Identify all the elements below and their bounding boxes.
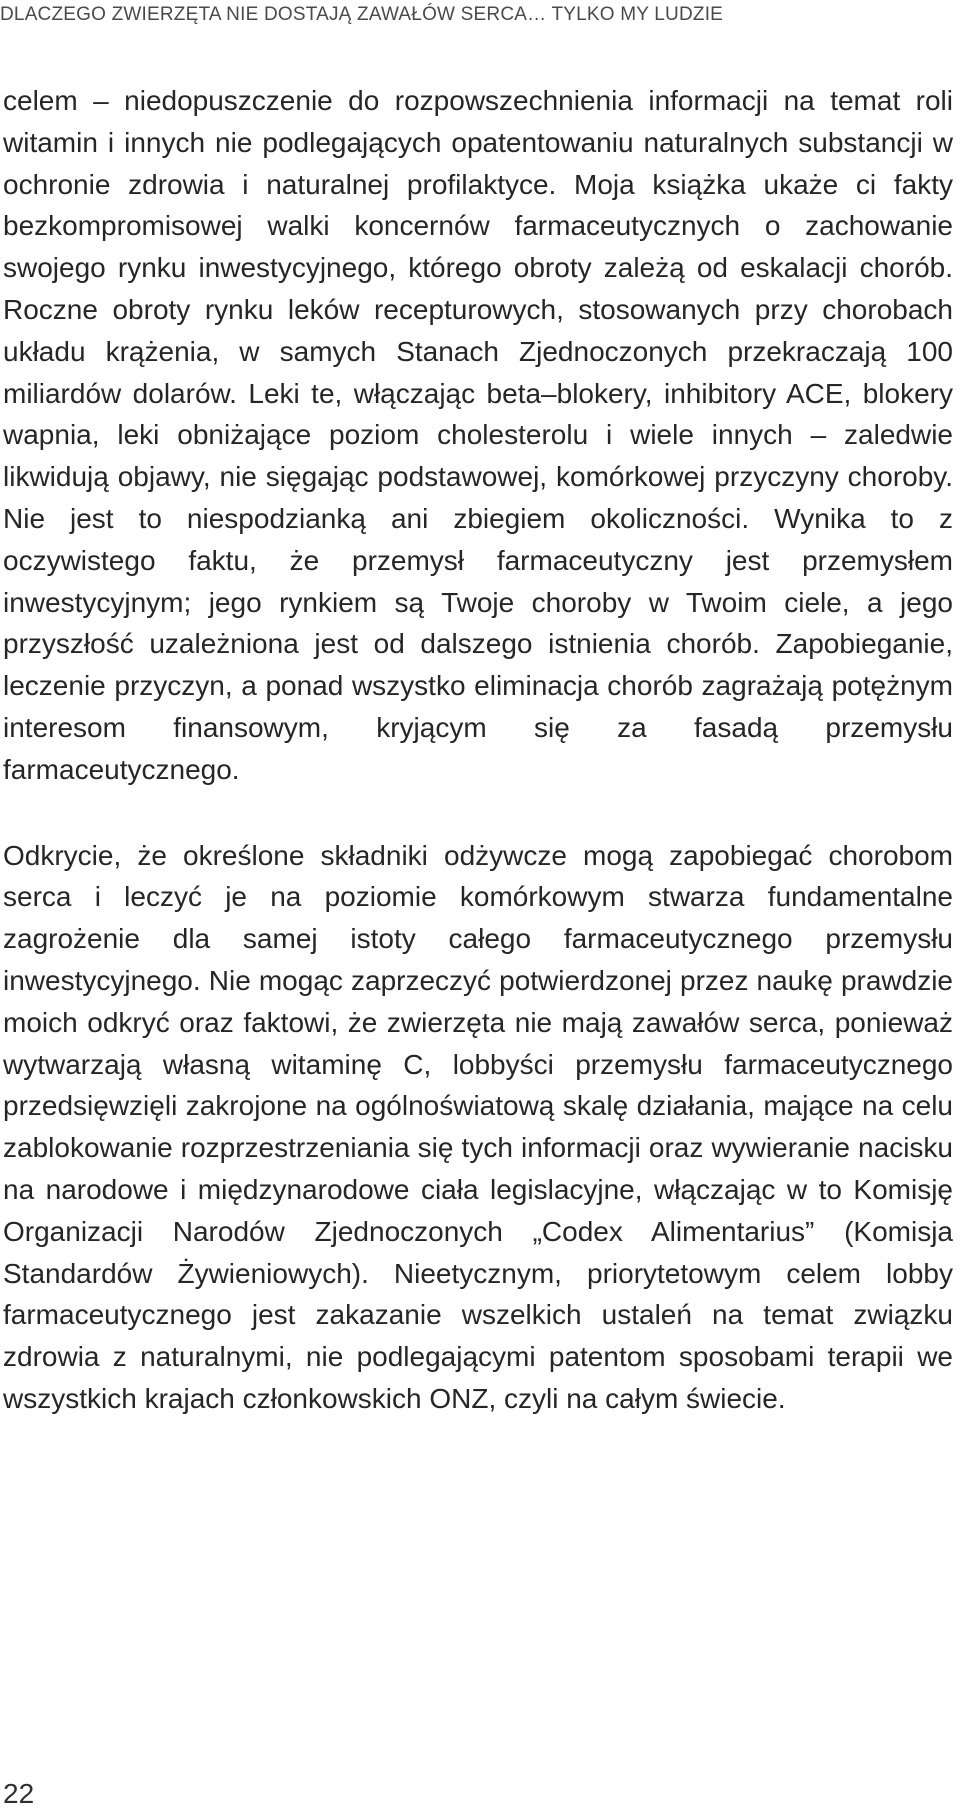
running-header: DLACZEGO ZWIERZĘTA NIE DOSTAJĄ ZAWAŁÓW SERCA… TYLKO MY LUDZIE [0, 4, 724, 25]
paragraph-1: celem – niedopuszczenie do rozpowszechnienia informacji na temat roli witamin i innych nie podlegających opatentowaniu naturalnych substancji w ochronie zdrowia i naturalnej profilaktyce. Moja książka ukaże ci fakty bezkompromisowej walki koncernów farmaceutycznych o zachowanie swojego rynku inwestycyjnego, którego obroty zależą od eskalacji chorób. Roczne obroty rynku leków recepturowych, stosowanych przy chorobach układu krążenia, w samych Stanach Zjednoczonych przekraczają 100 miliardów dolarów. Leki te, włączając beta–blokery, inhibitory ACE, blokery wapnia, leki obniżające poziom cholesterolu i wiele innych – zaledwie likwidują objawy, nie sięgając podstawowej, komórkowej przyczyny choroby. Nie jest to niespodzianką ani zbiegiem okoliczności. Wynika to z oczywistego faktu, że przemysł farmaceutyczny jest przemysłem inwestycyjnym; jego rynkiem są Twoje choroby w Twoim ciele, a jego przyszłość uzależniona jest od dalszego istnienia chorób. Zapobieganie, leczenie przyczyn, a ponad wszystko eliminacja chorób zagrażają potężnym interesom finansowym, kryjącym się za fasadą przemysłu farmaceutycznego. [3, 85, 953, 785]
page-number: 22 [3, 1778, 35, 1809]
paragraph-2: Odkrycie, że określone składniki odżywcze mogą zapobiegać chorobom serca i leczyć je na poziomie komórkowym stwarza fundamentalne zagrożenie dla samej istoty całego farmaceutycznego przemysłu inwestycyjnego. Nie mogąc zaprzeczyć potwierdzonej przez naukę prawdzie moich odkryć oraz faktowi, że zwierzęta nie mają zawałów serca, ponieważ wytwarzają własną witaminę C, lobbyści przemysłu farmaceutycznego przedsięwzięli zakrojone na ogólnoświatową skalę działania, mające na celu zablokowanie rozprzestrzeniania się tych informacji oraz wywieranie nacisku na narodowe i międzynarodowe ciała legislacyjne, włączając w to Komisję Organizacji Narodów Zjednoczonych „Codex Alimentarius” (Komisja Standardów Żywieniowych). Nieetycznym, priorytetowym celem lobby farmaceutycznego jest zakazanie wszelkich ustaleń na temat związku zdrowia z naturalnymi, nie podlegającymi patentom sposobami terapii we wszystkich krajach członkowskich ONZ, czyli na całym świecie. [3, 839, 953, 1414]
body-text [3, 80, 953, 1420]
